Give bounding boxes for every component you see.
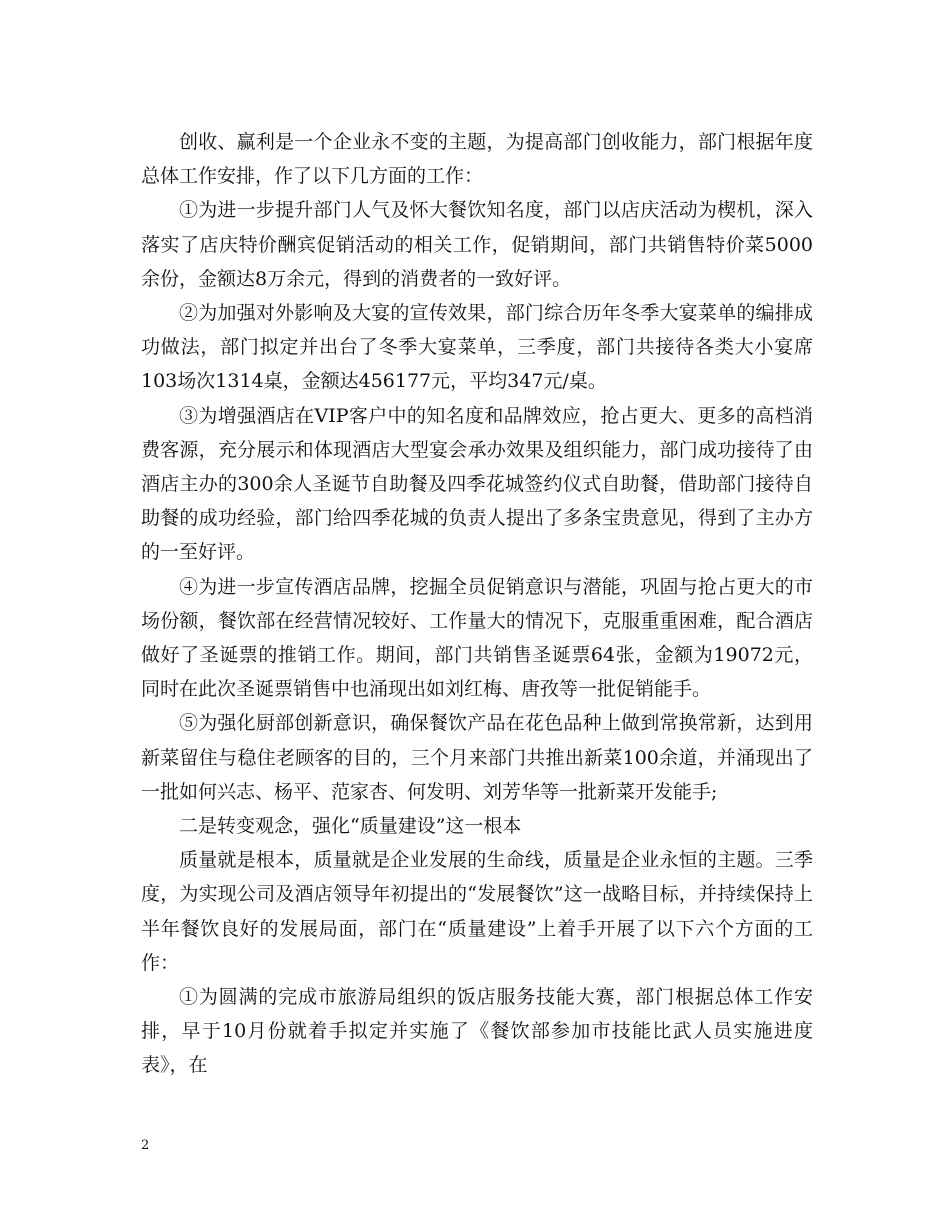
paragraph: ⑤为强化厨部创新意识，确保餐饮产品在花色品种上做到常换常新，达到用新菜留住与稳住老顾客的目的，三个月来部门共推出新菜100余道，并涌现出了一批如何兴志、杨平、范家杏、何发明、刘芳华等一批新菜开发能手; [141,712,813,803]
page-number: 2 [141,1138,150,1153]
paragraph: 质量就是根本，质量就是企业发展的生命线，质量是企业永恒的主题。三季度，为实现公司及酒店领导年初提出的“发展餐饮”这一战略目标，并持续保持上半年餐饮良好的发展局面，部门在“质量建设”上着手开展了以下六个方面的工作： [141,849,813,974]
paragraph: ③为增强酒店在VIP客户中的知名度和品牌效应，抢占更大、更多的高档消费客源，充分展示和体现酒店大型宴会承办效果及组织能力，部门成功接待了由酒店主办的300余人圣诞节自助餐及四季花城签约仪式自助餐，借助部门接待自助餐的成功经验，部门给四季花城的负责人提出了多条宝贵意见，得到了主办方的一至好评。 [141,404,813,564]
paragraph: ①为圆满的完成市旅游局组织的饭店服务技能大赛，部门根据总体工作安排，早于10月份就着手拟定并实施了《餐饮部参加市技能比武人员实施进度表》，在 [141,986,813,1077]
section-heading: 二是转变观念，强化“质量建设”这一根本 [179,815,522,838]
paragraph: 创收、赢利是一个企业永不变的主题，为提高部门创收能力，部门根据年度总体工作安排，作了以下几方面的工作： [141,131,813,188]
paragraph: ①为进一步提升部门人气及怀大餐饮知名度，部门以店庆活动为楔机，深入落实了店庆特价酬宾促销活动的相关工作，促销期间，部门共销售特价菜5000余份，金额达8万余元，得到的消费者的一致好评。 [141,199,813,290]
document-body [141,125,813,1083]
paragraph: ④为进一步宣传酒店品牌，挖掘全员促销意识与潜能，巩固与抢占更大的市场份额，餐饮部在经营情况较好、工作量大的情况下，克服重重困难，配合酒店做好了圣诞票的推销工作。期间，部门共销售圣诞票64张，金额为19072元，同时在此次圣诞票销售中也涌现出如刘红梅、唐孜等一批促销能手。 [141,575,813,701]
paragraph: ②为加强对外影响及大宴的宣传效果，部门综合历年冬季大宴菜单的编排成功做法，部门拟定并出台了冬季大宴菜单，三季度，部门共接待各类大小宴席103场次1314桌，金额达456177元，平均347元/桌。 [141,302,813,393]
